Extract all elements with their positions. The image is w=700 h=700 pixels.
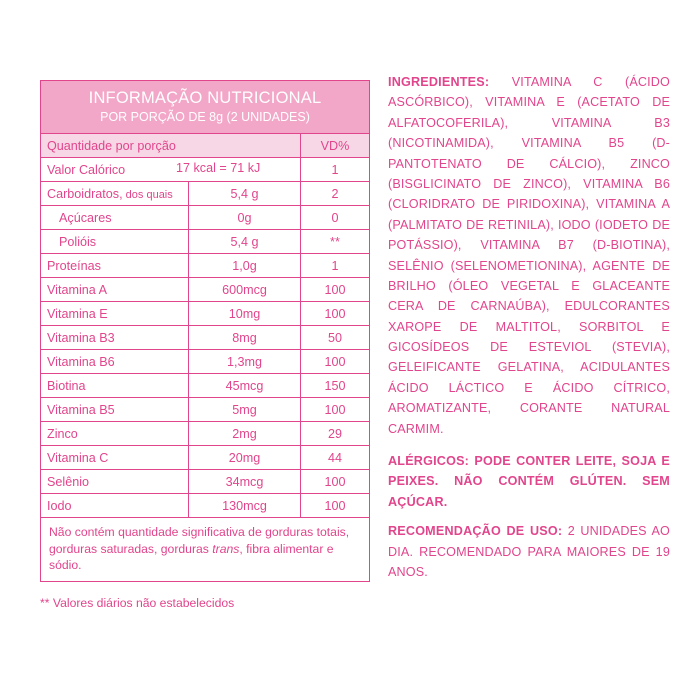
nutrition-footnote: ** Valores diários não estabelecidos	[40, 595, 235, 610]
row-value: 8mg	[189, 326, 301, 350]
table-row	[41, 422, 370, 446]
row-name-value-calorias	[41, 158, 301, 182]
nutrition-title: INFORMAÇÃO NUTRICIONAL	[88, 89, 322, 107]
usage-text: 2 UNIDADES AO DIA. RECOMENDADO PARA MAIORES DE 19 ANOS.	[388, 524, 670, 579]
row-label: Valor Calórico	[47, 162, 126, 177]
row-vd: 100	[300, 278, 369, 302]
row-value: 5mg	[189, 398, 301, 422]
row-label-text: Carboidratos,	[47, 186, 123, 201]
allergens-label: ALÉRGICOS:	[388, 454, 470, 469]
row-value: 17 kcal = 71 kJ	[176, 161, 261, 176]
row-label: Açúcares	[41, 206, 189, 230]
row-label: Vitamina A	[41, 278, 189, 302]
usage-paragraph	[388, 521, 670, 582]
table-row	[41, 278, 370, 302]
row-label: Biotina	[41, 374, 189, 398]
row-label: Vitamina B5	[41, 398, 189, 422]
row-vd: 1	[300, 254, 369, 278]
allergens-paragraph	[388, 451, 670, 512]
allergens-text: PODE CONTER LEITE, SOJA E PEIXES. NÃO CONTÉM GLÚTEN. SEM AÇÚCAR.	[388, 454, 670, 509]
ingredients-label: INGREDIENTES:	[388, 75, 490, 89]
table-row	[41, 206, 370, 230]
row-vd: 100	[300, 470, 369, 494]
row-label: Vitamina C	[41, 446, 189, 470]
row-value: 600mcg	[189, 278, 301, 302]
row-vd: 29	[300, 422, 369, 446]
row-value: 5,4 g	[189, 182, 301, 206]
row-value: 45mcg	[189, 374, 301, 398]
column-header-vd: VD%	[300, 134, 369, 158]
column-header-quantity: Quantidade por porção	[41, 134, 301, 158]
ingredients-paragraph	[388, 72, 670, 439]
table-row	[41, 326, 370, 350]
table-row	[41, 398, 370, 422]
row-value: 5,4 g	[189, 230, 301, 254]
table-row	[41, 374, 370, 398]
row-label: Vitamina B3	[41, 326, 189, 350]
nutrition-subtitle: POR PORÇÃO DE 8g (2 UNIDADES)	[100, 109, 310, 124]
row-value: 1,3mg	[189, 350, 301, 374]
row-value: 130mcg	[189, 494, 301, 518]
row-vd: 2	[300, 182, 369, 206]
nutrition-facts-panel	[40, 80, 370, 610]
table-row	[41, 446, 370, 470]
row-label	[41, 182, 189, 206]
row-label: Iodo	[41, 494, 189, 518]
note-line2-italic: trans	[212, 541, 240, 556]
row-vd: 100	[300, 350, 369, 374]
row-label: Vitamina E	[41, 302, 189, 326]
row-value: 20mg	[189, 446, 301, 470]
row-vd: 1	[300, 158, 369, 182]
row-value: 0g	[189, 206, 301, 230]
row-label: Zinco	[41, 422, 189, 446]
row-value: 34mcg	[189, 470, 301, 494]
note-line2-part1: gorduras saturadas, gorduras	[49, 541, 213, 556]
row-vd: 150	[300, 374, 369, 398]
row-label: Proteínas	[41, 254, 189, 278]
row-label: Vitamina B6	[41, 350, 189, 374]
row-vd: 44	[300, 446, 369, 470]
nutrition-note	[40, 518, 370, 581]
row-value: 1,0g	[189, 254, 301, 278]
table-row	[41, 254, 370, 278]
nutrition-note-line2	[49, 541, 361, 574]
usage-label: RECOMENDAÇÃO DE USO:	[388, 524, 563, 539]
table-row	[41, 230, 370, 254]
row-label-sub: dos quais	[122, 188, 173, 201]
row-vd: 100	[300, 302, 369, 326]
table-row	[41, 182, 370, 206]
row-value: 2mg	[189, 422, 301, 446]
ingredients-text: VITAMINA C (ÁCIDO ASCÓRBICO), VITAMINA E (ACETATO DE ALFATOCOFERILA), VITAMINA B3 (NICOTINAMIDA), VITAMINA B5 (D-PANTOTENATO DE CÁLCIO), ZINCO (BISGLICINATO DE ZINCO), VITAMINA B6 (CLORIDRATO DE PIRIDOXINA), VITAMINA A (PALMITATO DE RETINILA), IODO (IODETO DE POTÁSSIO), VITAMINA B7 (D-BIOTINA), SELÊNIO (SELENOMETIONINA), AGENTE DE BRILHO (ÓLEO VEGETAL E GLACEANTE CERA DE CARNAÚBA), EDULCORANTES XAROPE DE MALTITOL, SORBITOL E GICOSÍDEOS DE ESTEVIOL (STEVIA), GELEIFICANTE GELATINA, ACIDULANTES ÁCIDO LÁCTICO E ÁCIDO CÍTRICO, AROMATIZANTE, CORANTE NATURAL CARMIM.	[388, 75, 670, 436]
row-vd: **	[300, 230, 369, 254]
nutrition-note-line1: Não contém quantidade significativa de gorduras totais,	[49, 525, 350, 540]
table-header-row	[41, 134, 370, 158]
table-row	[41, 302, 370, 326]
table-row	[41, 158, 370, 182]
table-row	[41, 494, 370, 518]
note-line2-part2: , fibra alimentar e sódio.	[49, 541, 334, 573]
row-vd: 0	[300, 206, 369, 230]
table-row	[41, 470, 370, 494]
row-vd: 50	[300, 326, 369, 350]
nutrition-table	[40, 133, 370, 518]
ingredients-panel	[388, 72, 670, 594]
nutrition-header	[40, 80, 370, 133]
row-vd: 100	[300, 398, 369, 422]
row-value: 10mg	[189, 302, 301, 326]
table-row	[41, 350, 370, 374]
row-vd: 100	[300, 494, 369, 518]
row-label: Selênio	[41, 470, 189, 494]
row-label: Polióis	[41, 230, 189, 254]
